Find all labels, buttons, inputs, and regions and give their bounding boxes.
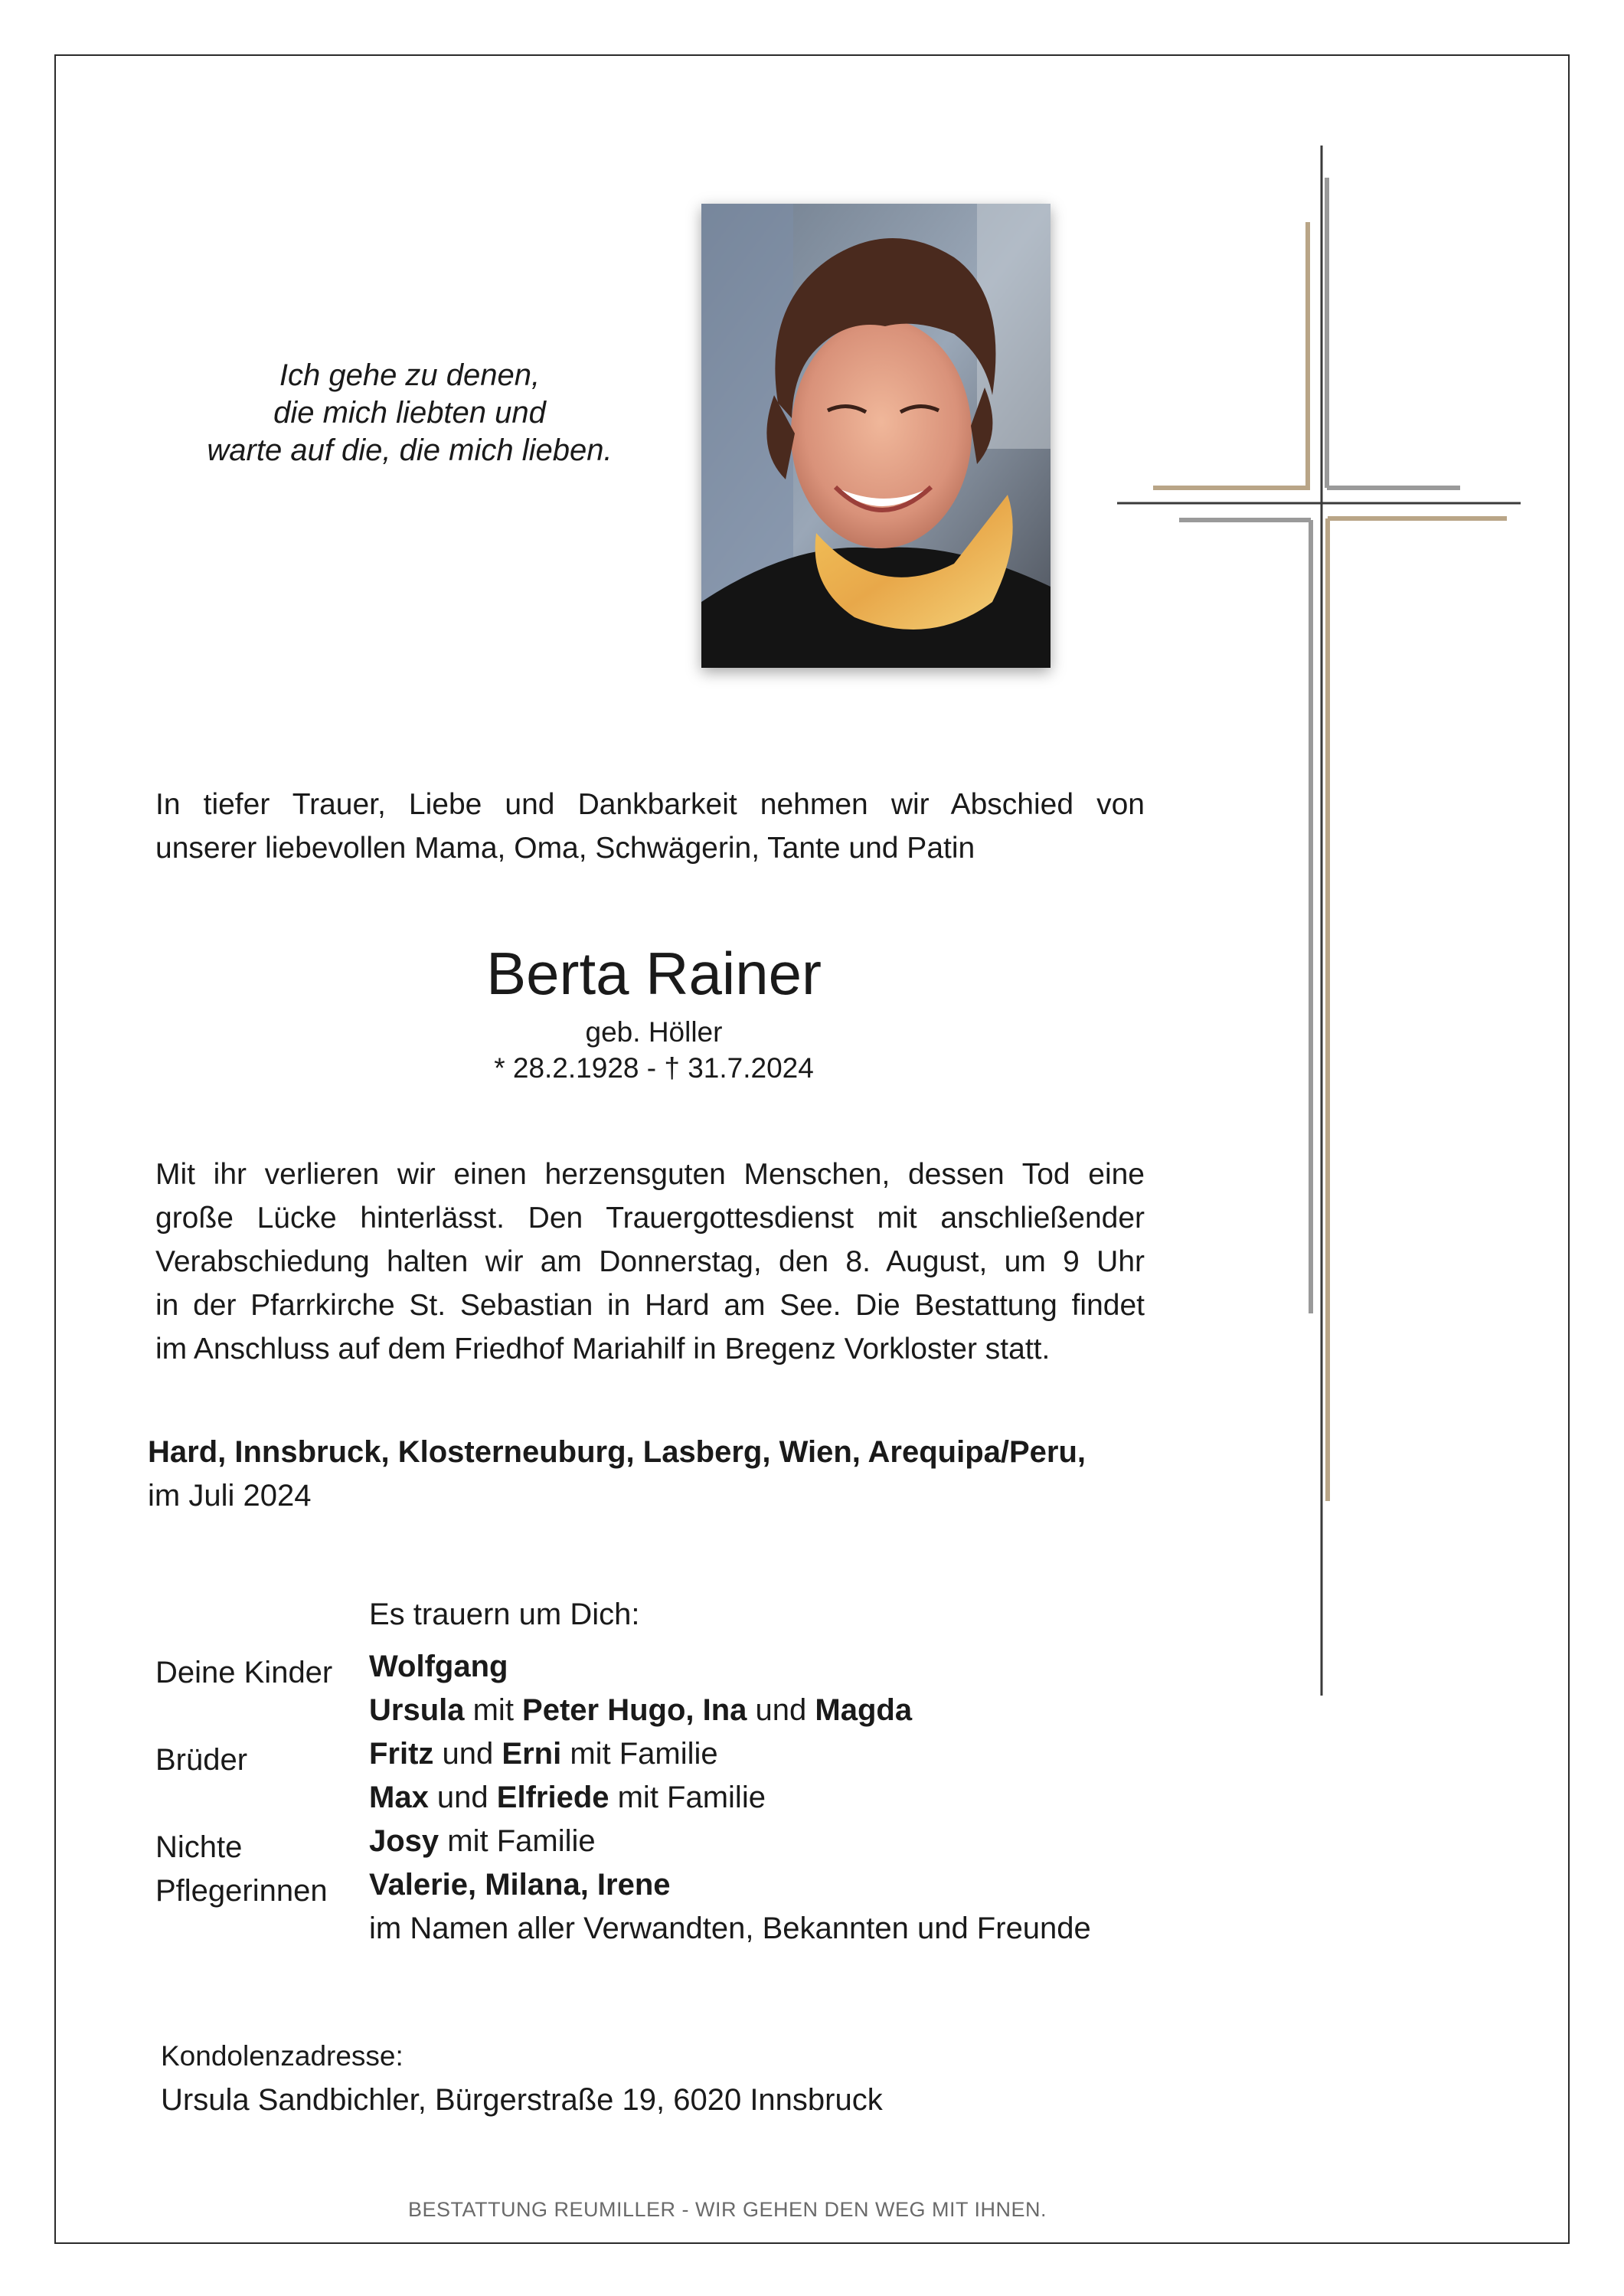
mourner-names xyxy=(369,1863,671,1907)
places-and-date xyxy=(148,1431,1158,1518)
mourner-relation: Deine Kinder xyxy=(155,1656,333,1689)
mourner-names xyxy=(369,1732,718,1776)
announcement-line: Mit ihr verlieren wir einen herzensguten Menschen, dessen Tod eine xyxy=(155,1158,1145,1191)
mourner-connector: mit xyxy=(464,1693,523,1727)
mourner-name: Max xyxy=(369,1781,429,1814)
life-dates: * 28.2.1928 - † 31.7.2024 xyxy=(494,1052,814,1084)
mourners-header: Es trauern um Dich: xyxy=(369,1598,640,1631)
mourner-name: Magda xyxy=(815,1693,913,1727)
mourner-name: Valerie, Milana, Irene xyxy=(369,1868,671,1902)
maiden-name: geb. Höller xyxy=(585,1016,723,1048)
announcement-line: in der Pfarrkirche St. Sebastian in Hard am See. Die Bestattung findet xyxy=(155,1289,1145,1322)
places-list: Hard, Innsbruck, Klosterneuburg, Lasberg, Wien, Arequipa/Peru, xyxy=(148,1435,1086,1469)
mourner-relation: Pflegerinnen xyxy=(155,1874,328,1908)
mourner-name: Peter Hugo, Ina xyxy=(522,1693,747,1727)
deceased-name: Berta Rainer xyxy=(486,940,822,1007)
mourner-names xyxy=(369,1907,1091,1951)
portrait-image xyxy=(701,204,1051,668)
intro-text xyxy=(155,783,1145,870)
mourner-name: Wolfgang xyxy=(369,1650,508,1683)
mourner-names xyxy=(369,1776,766,1820)
mourner-row xyxy=(155,1820,1166,1863)
intro-line: unserer liebevollen Mama, Oma, Schwägerin, Tante und Patin xyxy=(155,832,975,865)
mourner-relation: Nichte xyxy=(155,1830,243,1864)
mourner-name: Josy xyxy=(369,1824,439,1858)
announcement-line: große Lücke hinterlässt. Den Trauergottesdienst mit anschließender xyxy=(155,1202,1145,1235)
announcement-date: im Juli 2024 xyxy=(148,1479,312,1513)
mourner-connector: mit Familie xyxy=(609,1781,766,1814)
quote-line: warte auf die, die mich lieben. xyxy=(207,433,613,467)
cross-ornament xyxy=(1110,138,1539,1700)
mourner-connector: mit Familie xyxy=(561,1737,718,1771)
mourner-connector: mit Familie xyxy=(439,1824,596,1858)
mourner-row xyxy=(155,1689,1166,1732)
intro-line: In tiefer Trauer, Liebe und Dankbarkeit nehmen wir Abschied von xyxy=(155,788,1145,821)
mourner-row xyxy=(155,1732,1166,1776)
mourner-names xyxy=(369,1689,912,1732)
announcement-line: im Anschluss auf dem Friedhof Mariahilf in Bregenz Vorkloster statt. xyxy=(155,1333,1051,1365)
service-announcement xyxy=(155,1153,1145,1371)
portrait-photo xyxy=(701,204,1051,668)
memorial-quote xyxy=(138,357,681,469)
mourner-name: Erni xyxy=(502,1737,562,1771)
mourner-relation: Brüder xyxy=(155,1743,248,1777)
mourner-row xyxy=(155,1907,1166,1951)
mourner-connector: im Namen aller Verwandten, Bekannten und Freunde xyxy=(369,1912,1091,1945)
mourner-connector: und xyxy=(433,1737,502,1771)
mourner-row xyxy=(155,1776,1166,1820)
quote-line: die mich liebten und xyxy=(273,396,546,430)
mourner-name: Fritz xyxy=(369,1737,434,1771)
announcement-line: Verabschiedung halten wir am Donnerstag, den 8. August, um 9 Uhr xyxy=(155,1245,1145,1278)
mourner-row xyxy=(155,1645,1166,1689)
mourner-name: Elfriede xyxy=(496,1781,609,1814)
mourner-row xyxy=(155,1863,1166,1907)
mourner-connector: und xyxy=(428,1781,497,1814)
funeral-home-footer: BESTATTUNG REUMILLER - WIR GEHEN DEN WEG MIT IHNEN. xyxy=(407,2198,1047,2221)
mourner-connector: und xyxy=(747,1693,815,1727)
mourner-name: Ursula xyxy=(369,1693,465,1727)
mourners-list xyxy=(155,1645,1166,1951)
condolence-label: Kondolenzadresse: xyxy=(161,2040,404,2072)
mourner-names xyxy=(369,1645,508,1689)
quote-line: Ich gehe zu denen, xyxy=(279,358,541,392)
mourner-names xyxy=(369,1820,596,1863)
condolence-address: Ursula Sandbichler, Bürgerstraße 19, 6020 Innsbruck xyxy=(161,2083,883,2117)
